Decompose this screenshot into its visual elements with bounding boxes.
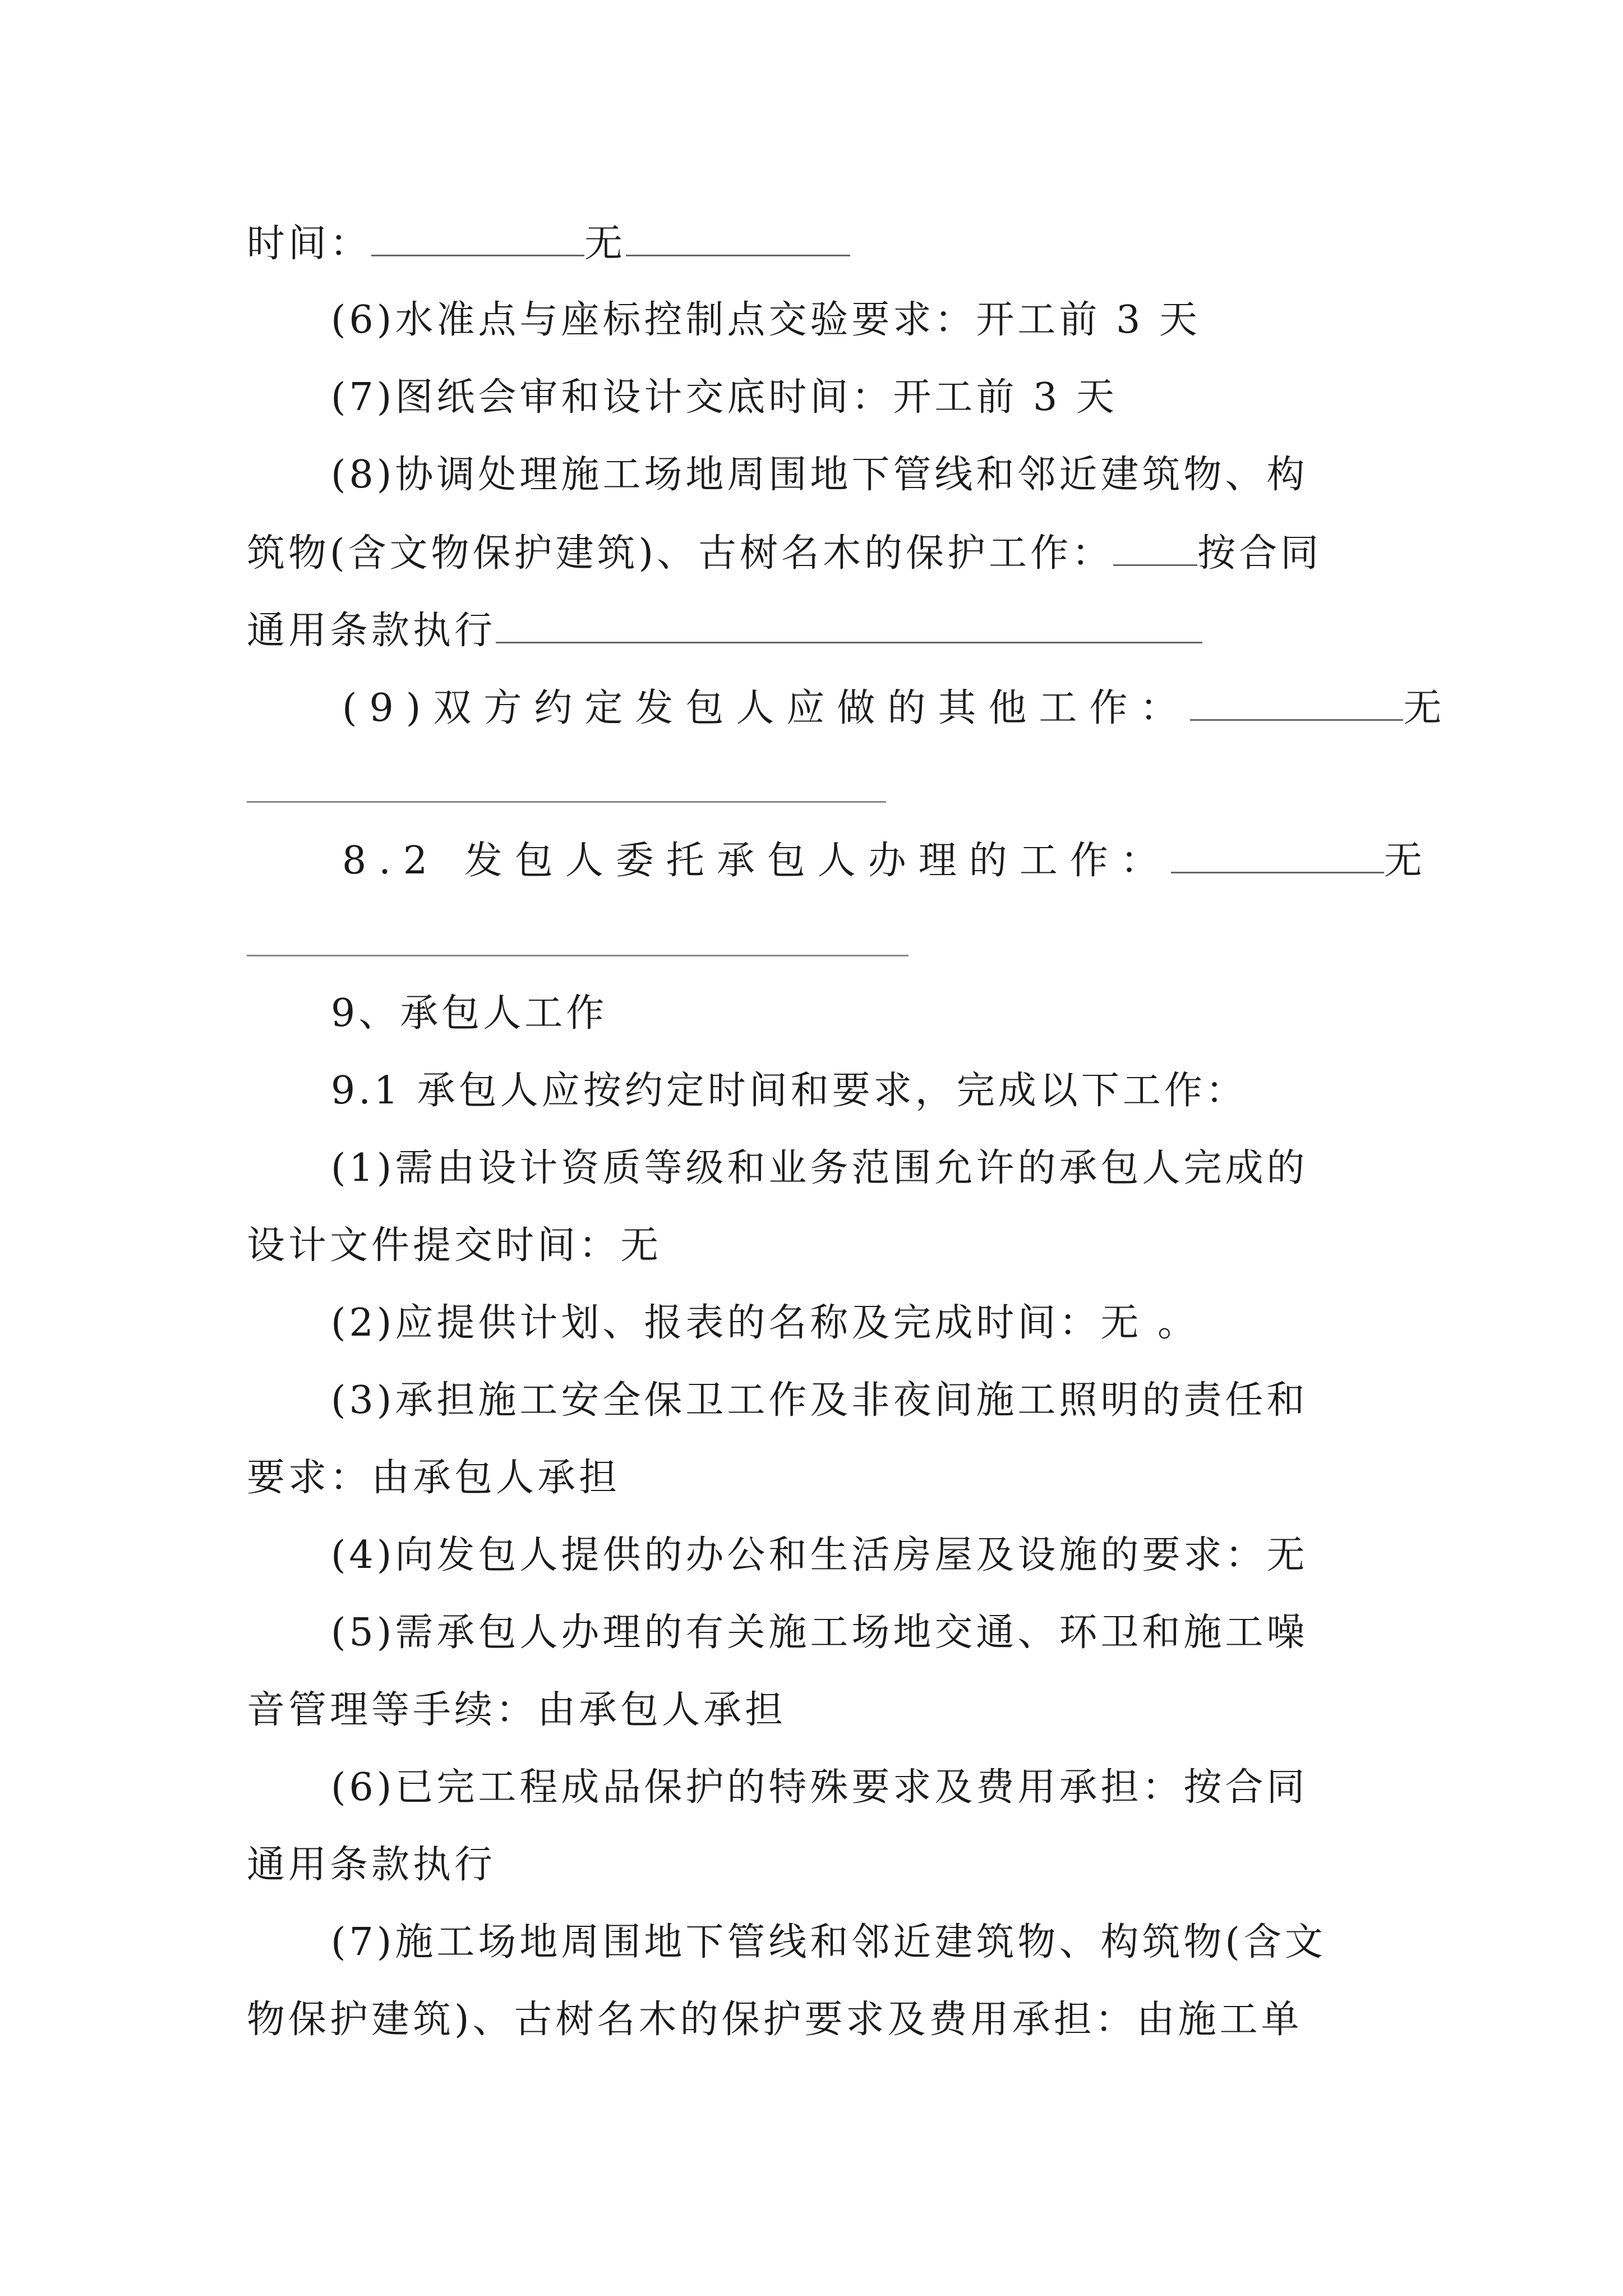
line-text: (9)双方约定发包人应做的其他工作： xyxy=(342,686,1191,730)
paragraph-line: 要求：由承包人承担 xyxy=(247,1456,621,1500)
paragraph-line: 通用条款执行 xyxy=(247,1843,496,1887)
fill-blank xyxy=(1190,682,1403,721)
fill-blank xyxy=(1113,527,1197,566)
paragraph-line: (7)施工场地周围地下管线和邻近建筑物、构筑物(含文 xyxy=(331,1920,1326,1964)
line-text: 8.2 发包人委托承包人办理的工作： xyxy=(342,839,1171,883)
paragraph-line: (6)水准点与座标控制点交验要求：开工前 3 天 xyxy=(331,298,1201,342)
fill-blank xyxy=(371,218,584,256)
paragraph-line: (1)需由设计资质等级和业务范围允许的承包人完成的 xyxy=(331,1146,1308,1190)
paragraph-line: (8)协调处理施工场地周围地下管线和邻近建筑物、构 xyxy=(331,453,1308,497)
paragraph-line: 9.1 承包人应按约定时间和要求，完成以下工作： xyxy=(331,1069,1247,1113)
fill-rule xyxy=(247,955,909,956)
paragraph-line: (6)已完工程成品保护的特殊要求及费用承担：按合同 xyxy=(331,1765,1308,1810)
paragraph-line xyxy=(247,605,1202,656)
paragraph-line: 音管理等手续：由承包人承担 xyxy=(247,1688,787,1732)
paragraph-line xyxy=(247,218,850,269)
paragraph-line: (2)应提供计划、报表的名称及完成时间：无 。 xyxy=(331,1301,1199,1345)
paragraph-line: (5)需承包人办理的有关施工场地交通、环卫和施工噪 xyxy=(331,1611,1308,1655)
paragraph-line: (4)向发包人提供的办公和生活房屋及设施的要求：无 xyxy=(331,1533,1308,1577)
section-heading: 9、承包人工作 xyxy=(331,991,608,1036)
paragraph-line xyxy=(247,527,1322,579)
paragraph-line xyxy=(342,682,1454,734)
paragraph-line: 物保护建筑)、古树名木的保护要求及费用承担：由施工单 xyxy=(247,1998,1303,2042)
paragraph-line: 设计文件提交时间：无 xyxy=(247,1223,662,1268)
line-text: 时间： xyxy=(247,222,372,266)
paragraph-line: (3)承担施工安全保卫工作及非夜间施工照明的责任和 xyxy=(331,1378,1308,1423)
fill-blank xyxy=(496,605,1202,643)
fill-blank xyxy=(626,218,850,256)
fill-blank xyxy=(1171,835,1384,873)
fill-value: 无 xyxy=(584,222,626,266)
paragraph-line xyxy=(342,835,1435,886)
fill-value: 通用条款执行 xyxy=(247,609,496,653)
line-text: 筑物(含文物保护建筑)、古树名木的保护工作： xyxy=(247,531,1114,576)
paragraph-line: (7)图纸会审和设计交底时间：开工前 3 天 xyxy=(331,375,1118,420)
fill-value: 无 xyxy=(1403,686,1454,730)
fill-value: 按合同 xyxy=(1197,531,1322,576)
fill-rule xyxy=(247,801,886,803)
fill-value: 无 xyxy=(1384,839,1435,883)
